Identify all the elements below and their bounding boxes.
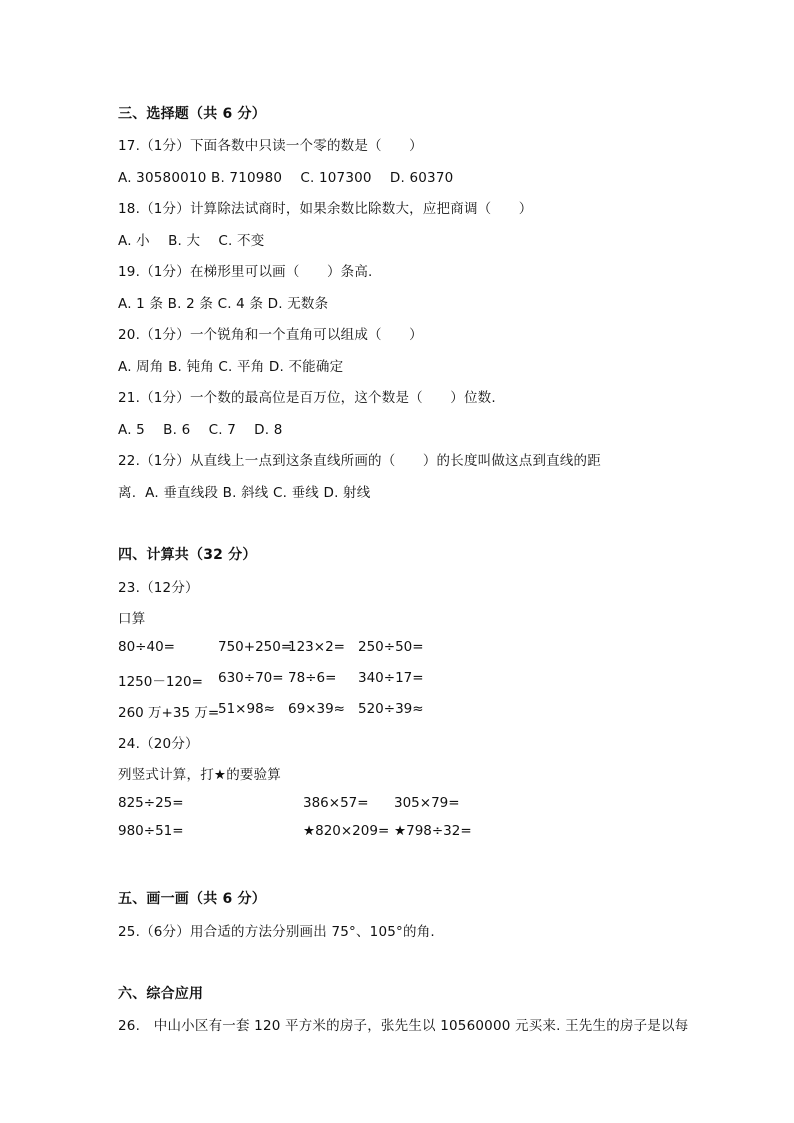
question-26: 26. 中山小区有一套 120 平方米的房子，张先生以 10560000 元买来. 王先生的房子是以每 [118, 1018, 689, 1034]
question-24-label: 列竖式计算，打★的要验算 [118, 767, 282, 783]
calc-item: 80÷40= [118, 639, 175, 655]
calc-item: 250÷50= [358, 639, 424, 655]
question-23-label: 口算 [118, 611, 146, 627]
question-19: 19.（1分）在梯形里可以画（ ）条高. [118, 264, 373, 280]
section-6-title: 六、综合应用 [118, 986, 204, 1002]
question-20: 20.（1分）一个锐角和一个直角可以组成（ ） [118, 327, 423, 343]
calc-item: 750+250= [218, 639, 293, 655]
calc-item: 630÷70= [218, 670, 284, 686]
calc-item: 69×39≈ [288, 701, 345, 717]
calc-item: ★820×209= [303, 823, 390, 839]
question-25: 25.（6分）用合适的方法分别画出 75°、105°的角. [118, 924, 435, 940]
calc-item: 305×79= [394, 795, 460, 811]
section-3-title: 三、选择题（共 6 分） [118, 106, 266, 122]
calc-item: 123×2= [288, 639, 345, 655]
question-22-continued: 离. A. 垂直线段 B. 斜线 C. 垂线 D. 射线 [118, 485, 371, 501]
calc-item: 386×57= [303, 795, 369, 811]
question-23: 23.（12分） [118, 580, 199, 596]
calc-item: 520÷39≈ [358, 701, 424, 717]
calc-item: 825÷25= [118, 795, 184, 811]
calc-item: 340÷17= [358, 670, 424, 686]
question-18: 18.（1分）计算除法试商时，如果余数比除数大，应把商调（ ） [118, 201, 533, 217]
question-21: 21.（1分）一个数的最高位是百万位，这个数是（ ）位数. [118, 390, 496, 406]
calc-item: 980÷51= [118, 823, 184, 839]
calc-item: 260 万+35 万= [118, 705, 220, 721]
question-18-options: A. 小 B. 大 C. 不变 [118, 233, 265, 249]
question-17-options: A. 30580010 B. 710980 C. 107300 D. 60370 [118, 170, 454, 186]
calc-item: 1250－120= [118, 674, 203, 690]
question-22: 22.（1分）从直线上一点到这条直线所画的（ ）的长度叫做这点到直线的距 [118, 453, 601, 469]
section-4-title: 四、计算共（32 分） [118, 547, 257, 563]
question-19-options: A. 1 条 B. 2 条 C. 4 条 D. 无数条 [118, 296, 329, 312]
calc-item: ★798÷32= [394, 823, 472, 839]
question-20-options: A. 周角 B. 钝角 C. 平角 D. 不能确定 [118, 359, 344, 375]
question-21-options: A. 5 B. 6 C. 7 D. 8 [118, 422, 283, 438]
calc-item: 78÷6= [288, 670, 337, 686]
section-5-title: 五、画一画（共 6 分） [118, 891, 266, 907]
question-17: 17.（1分）下面各数中只读一个零的数是（ ） [118, 138, 423, 154]
question-24: 24.（20分） [118, 736, 199, 752]
calc-item: 51×98≈ [218, 701, 275, 717]
